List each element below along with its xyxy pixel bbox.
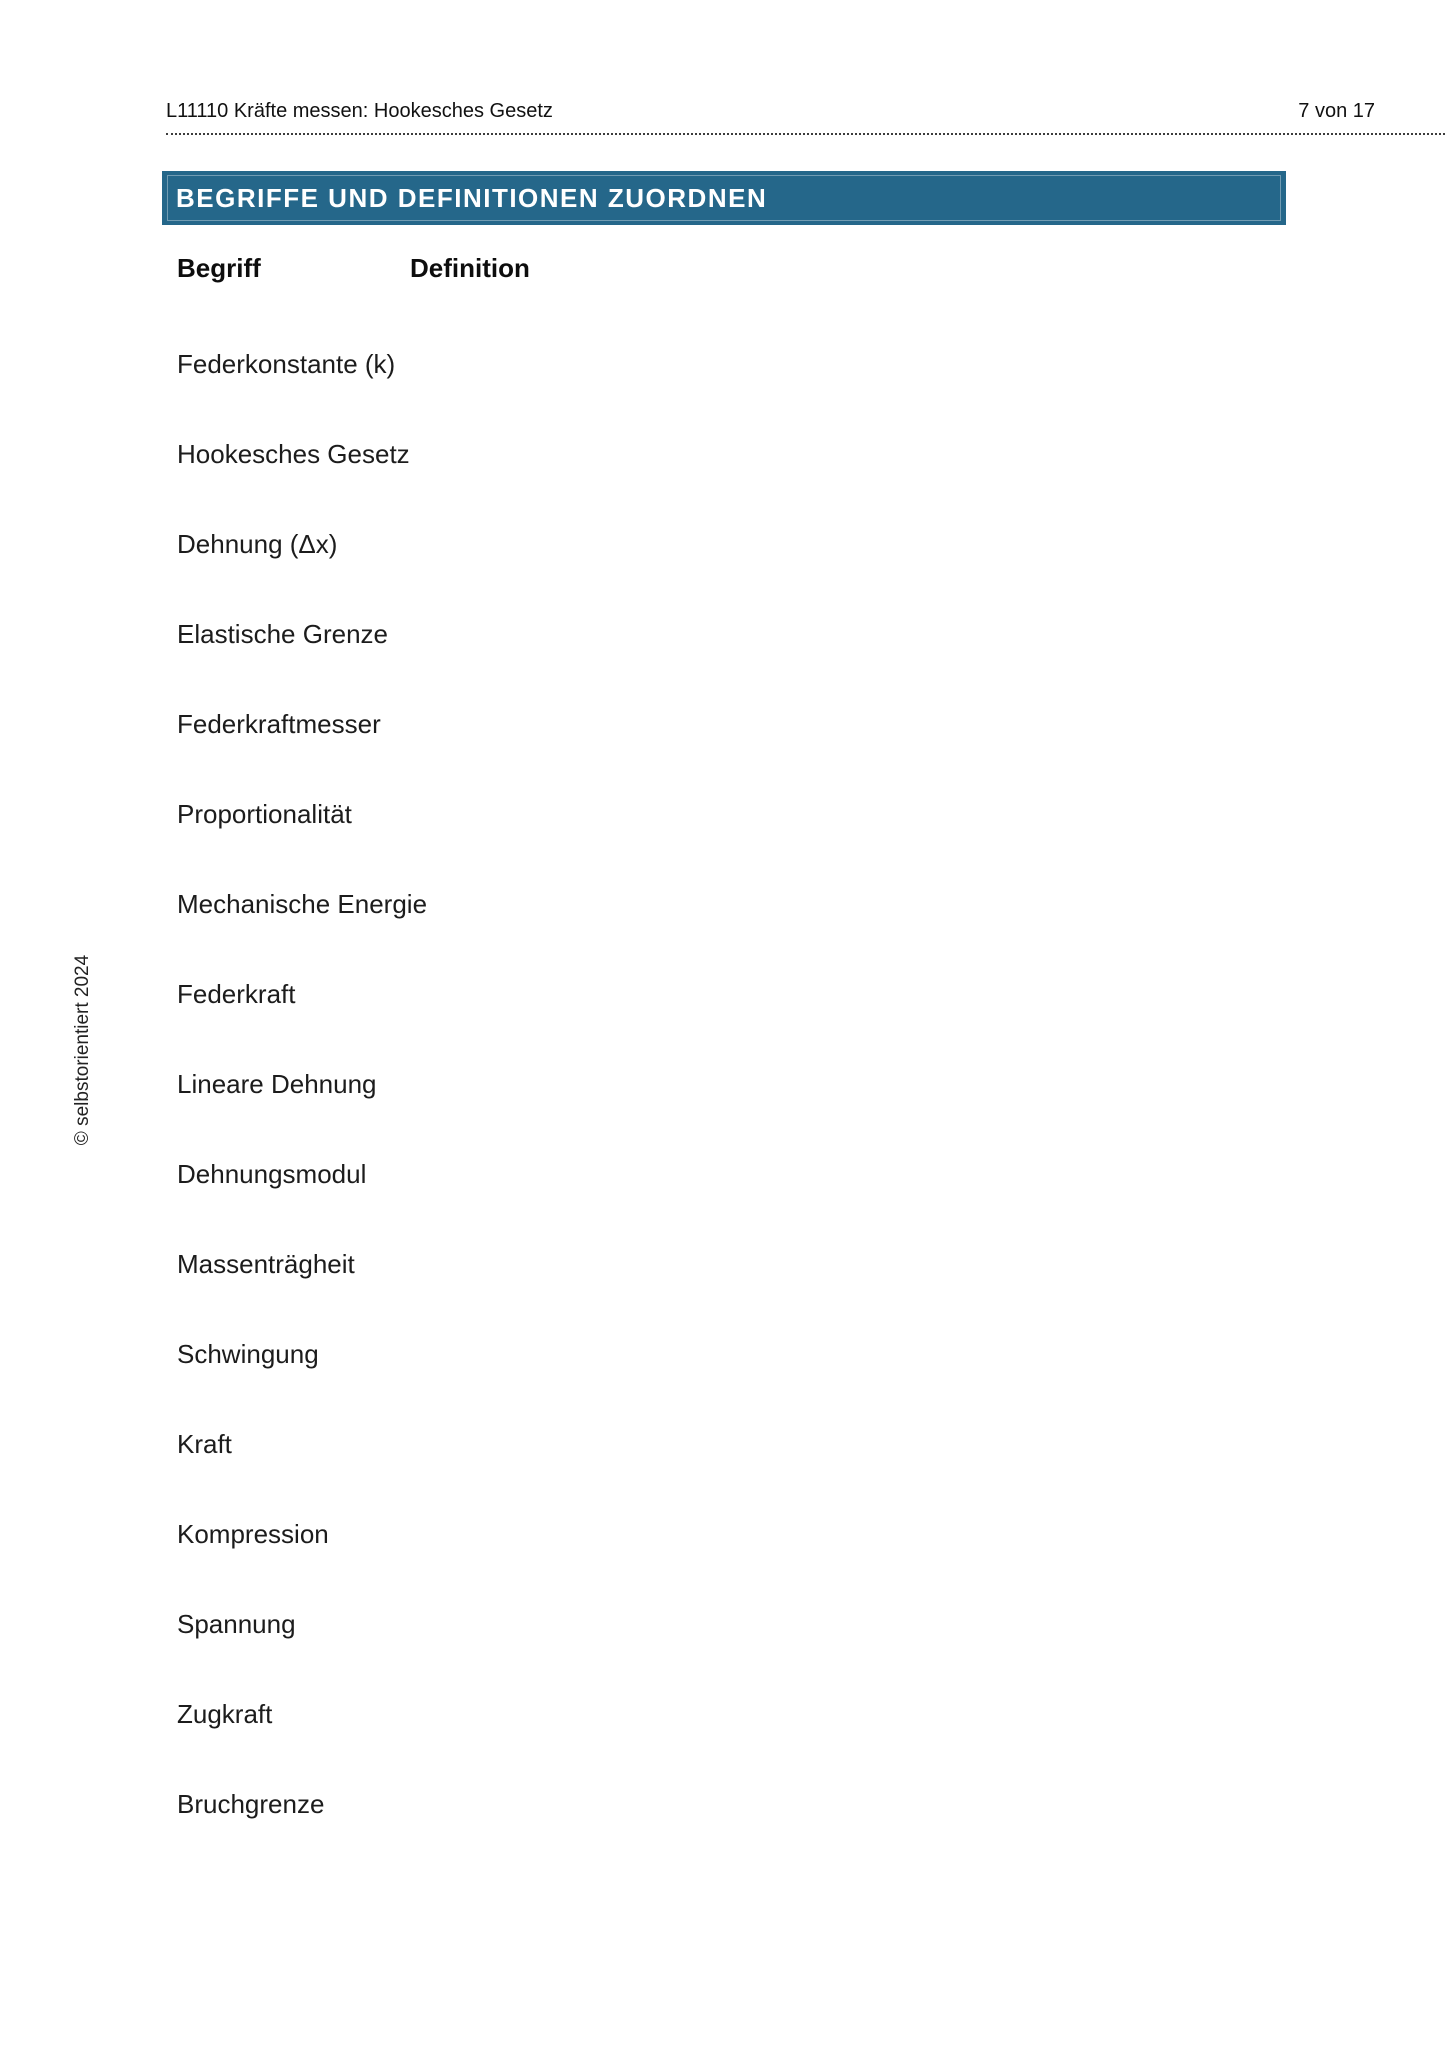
column-header-begriff: Begriff [177,253,261,283]
header-title: L11110 Kräfte messen: Hookesches Gesetz [166,100,553,122]
section-banner [162,171,1286,225]
term-label: Federkraftmesser [177,709,381,739]
term-label: Dehnungsmodul [177,1159,367,1189]
term-label: Lineare Dehnung [177,1069,377,1099]
page-header [166,98,1445,135]
column-headers [177,253,530,284]
term-label: Mechanische Energie [177,889,428,919]
term-label: Kraft [177,1429,232,1459]
term-label: Zugkraft [177,1699,273,1729]
term-label: Proportionalität [177,799,352,829]
term-label: Federkonstante (k) [177,349,396,379]
term-label: Massenträgheit [177,1249,355,1279]
terms-list [177,349,427,1879]
section-banner-title: BEGRIFFE UND DEFINITIONEN ZUORDNEN [176,182,768,213]
term-label: Bruchgrenze [177,1789,325,1819]
term-label: Hookesches Gesetz [177,439,410,469]
term-label: Elastische Grenze [177,619,388,649]
term-label: Kompression [177,1519,329,1549]
column-header-definition: Definition [410,253,530,283]
term-label: Schwingung [177,1339,319,1369]
term-label: Federkraft [177,979,296,1009]
page-number: 7 von 17 [1298,100,1375,122]
term-label: Spannung [177,1609,296,1639]
term-label: Dehnung (Δx) [177,529,338,559]
copyright-notice: © selbstorientiert 2024 [72,954,93,1146]
